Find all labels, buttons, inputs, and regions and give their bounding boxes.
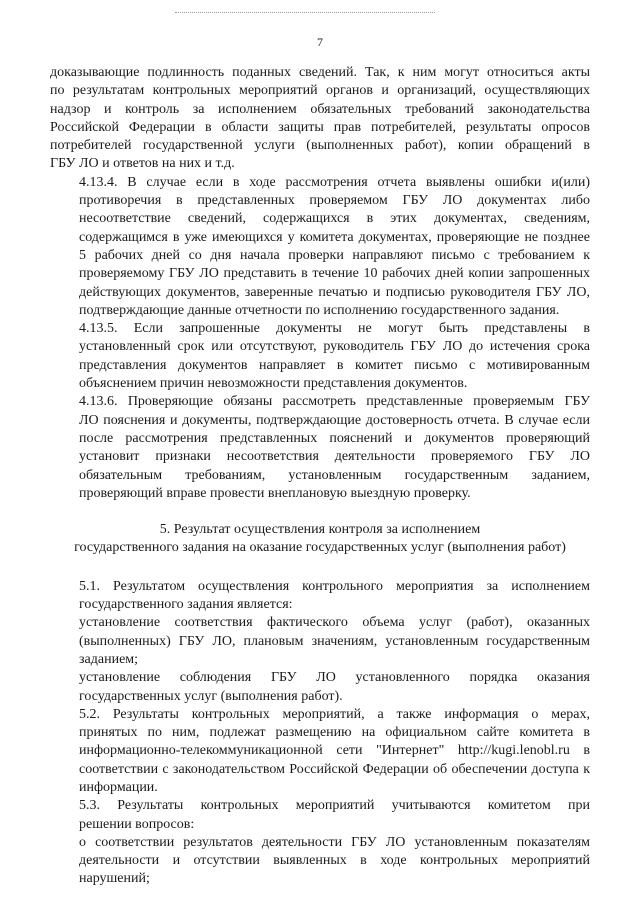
text-line: несоответствие сведений, содержащихся в этих документах, сведениям, [79,211,590,227]
paragraph-p-5-1-b [50,669,590,706]
paragraph-p-4-13-6 [50,393,590,503]
text-line: после рассмотрения представленных пояснений и документов проверяющий [79,430,590,446]
text-line: 5.2. Результаты контрольных мероприятий, а также информация о мерах, [79,706,590,722]
paragraph-p-5-3-a [50,834,590,889]
text-line: обязательным требованиям, установленным государственным заданием, [79,467,590,483]
text-line: ЛО пояснения и документы, подтверждающие достоверность отчета. В случае если [79,412,590,428]
text-line: ГБУ ЛО и ответов на них и т.д. [50,156,235,172]
text-line: 4.13.5. Если запрошенные документы не могут быть представлены в [79,321,590,337]
text-line: по результатам контрольных мероприятий органов и организаций, осуществляющих [50,83,590,99]
text-line: 5.1. Результатом осуществления контрольного мероприятия за исполнением [79,578,590,594]
text-line: объяснением причин невозможности представления документов. [79,376,468,392]
text-line: принятых по ним, подлежат размещению на официальном сайте комитета в [79,725,590,741]
text-line: (выполненных) ГБУ ЛО, плановым значениям, установленным государственным [79,633,590,649]
text-line: заданием; [79,651,139,667]
paragraph-p-cont [50,64,590,174]
paragraph-p-4-13-5 [50,320,590,393]
paragraph-p-5-2 [50,706,590,797]
paragraph-p-5-1-a [50,614,590,669]
text-line: противоречия в представленных проверяемом ГБУ ЛО документах либо [79,193,590,209]
text-line: информации. [79,779,158,795]
text-line: государственного задания является: [79,597,293,613]
text-line: установление соблюдения ГБУ ЛО установленного порядка оказания [79,670,590,686]
text-line: доказывающие подлинность поданных сведений. Так, к ним могут относиться акты [50,65,590,80]
section-5-heading [50,521,590,558]
text-line: содержащимся в уже имеющихся у комитета документах, проверяющие не позднее [79,229,590,245]
text-line: проверяемому ГБУ ЛО представить в течение 10 рабочих дней копии запрошенных [79,266,590,282]
text-line: соответствии с законодательством Российской Федерации об обеспечении доступа к [79,761,590,777]
paragraph-p-4-13-4 [50,174,590,320]
text-line: Российской Федерации в области защиты прав потребителей, результаты опросов [50,119,590,135]
text-line: потребителей государственной услуги (выполненных работ), копии обращений в [50,138,590,154]
text-line: 5.3. Результаты контрольных мероприятий учитываются комитетом при [79,798,590,814]
text-line: установление соответствия фактического объема услуг (работ), оказанных [79,615,590,631]
scan-artifact-line [175,12,435,13]
document-body [50,64,590,889]
text-line: 5 рабочих дней со дня начала проверки направляют письмо с требованием к [79,247,590,263]
paragraph-p-5-3 [50,797,590,834]
section-5-text [50,578,590,889]
text-line: представления документов направляет в комитет письмо с мотивированным [79,357,590,373]
text-line: 4.13.4. В случае если в ходе рассмотрения отчета выявлены ошибки и(или) [79,174,590,190]
text-line: установит признаки несоответствия деятельности проверяемого ГБУ ЛО [79,449,590,465]
text-line: установленный срок или отсутствуют, руководитель ГБУ ЛО до истечения срока [79,339,590,355]
text-line: деятельности и отсутствии выявленных в ходе контрольных мероприятий [79,853,590,869]
text-line: информационно-телекоммуникационной сети "Интернет" http://kugi.lenobl.ru в [79,743,590,759]
text-line: проверяющий вправе провести внеплановую выездную проверку. [79,485,471,501]
section-4-13-text [50,64,590,503]
paragraph-p-5-1 [50,578,590,615]
section-5-heading-line-2: государственного задания на оказание государственных услуг (выполнения работ) [74,540,566,556]
page-number: 7 [317,35,323,49]
text-line: 4.13.6. Проверяющие обязаны рассмотреть представленные проверяемым ГБУ [79,394,590,410]
text-line: решении вопросов: [79,816,195,832]
section-5-heading-line-1: 5. Результат осуществления контроля за исполнением [159,522,481,538]
text-line: действующих документов, заверенные печатью и подписью руководителя ГБУ ЛО, [79,284,590,300]
text-line: о соответствии результатов деятельности ГБУ ЛО установленным показателям [79,834,590,850]
text-line: надзор и контроль за исполнением обязательных требований законодательства [50,101,590,117]
text-line: подтверждающие данные отчетности по исполнению государственного задания. [79,302,560,318]
text-line: нарушений; [79,871,150,887]
text-line: государственных услуг (выполнения работ). [79,688,343,704]
